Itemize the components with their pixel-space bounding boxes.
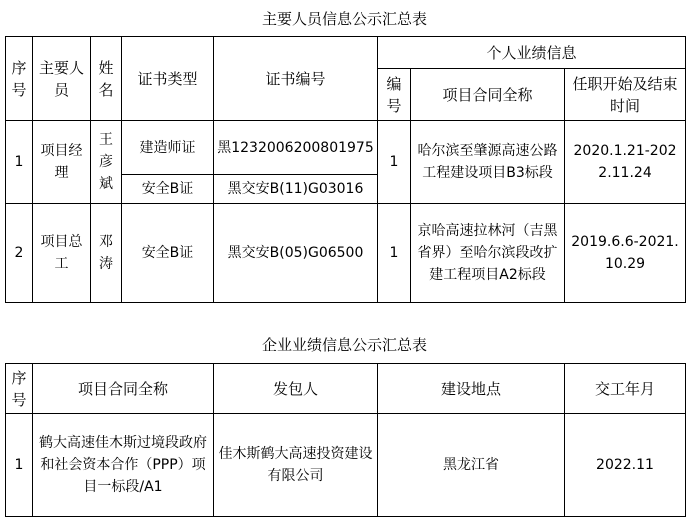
row-project: 鹤大高速佳木斯过境段政府和社会资本合作（PPP）项目一标段/A1	[33, 414, 214, 517]
header-perf-period: 任职开始及结束时间	[565, 69, 686, 121]
table-row	[6, 204, 686, 303]
row-cert-type: 建造师证	[122, 121, 214, 175]
row-no: 1	[6, 121, 33, 204]
header-project: 项目合同全称	[33, 364, 214, 414]
header-no: 序号	[6, 37, 33, 121]
header-perf-project: 项目合同全称	[411, 69, 565, 121]
row-perf-no: 1	[378, 121, 411, 204]
row-no: 1	[6, 414, 33, 517]
header-name: 姓名	[91, 37, 122, 121]
header-no: 序号	[6, 364, 33, 414]
enterprise-table-title: 企业业绩信息公示汇总表	[261, 336, 427, 354]
row-cert-number: 黑交安B(05)G06500	[214, 204, 378, 303]
row-role: 项目经理	[33, 121, 91, 204]
row-project: 哈尔滨至肇源高速公路工程建设项目B3标段	[411, 121, 565, 204]
personnel-table-title: 主要人员信息公示汇总表	[261, 10, 427, 28]
header-employer: 发包人	[214, 364, 378, 414]
row-period: 2019.6.6-2021.10.29	[565, 204, 686, 303]
header-role: 主要人员	[33, 37, 91, 121]
row-cert-number: 黑交安B(11)G03016	[214, 175, 378, 204]
personnel-table	[5, 36, 686, 303]
table-row	[6, 414, 686, 517]
header-cert-type: 证书类型	[122, 37, 214, 121]
row-name: 王彦斌	[91, 121, 122, 204]
row-cert-number: 黑1232006200801975	[214, 121, 378, 175]
header-cert-no: 证书编号	[214, 37, 378, 121]
table-row	[6, 121, 686, 175]
row-project: 京哈高速拉林河（吉黑省界）至哈尔滨段改扩建工程项目A2标段	[411, 204, 565, 303]
header-perf-no: 编号	[378, 69, 411, 121]
row-cert-type: 安全B证	[122, 175, 214, 204]
row-location: 黑龙江省	[378, 414, 565, 517]
row-employer: 佳木斯鹤大高速投资建设有限公司	[214, 414, 378, 517]
row-perf-no: 1	[378, 204, 411, 303]
enterprise-table	[5, 363, 686, 517]
row-completion: 2022.11	[565, 414, 686, 517]
row-no: 2	[6, 204, 33, 303]
header-performance-group: 个人业绩信息	[378, 37, 686, 69]
header-location: 建设地点	[378, 364, 565, 414]
row-name: 邓涛	[91, 204, 122, 303]
row-period: 2020.1.21-2022.11.24	[565, 121, 686, 204]
row-role: 项目总工	[33, 204, 91, 303]
row-cert-type: 安全B证	[122, 204, 214, 303]
header-completion: 交工年月	[565, 364, 686, 414]
